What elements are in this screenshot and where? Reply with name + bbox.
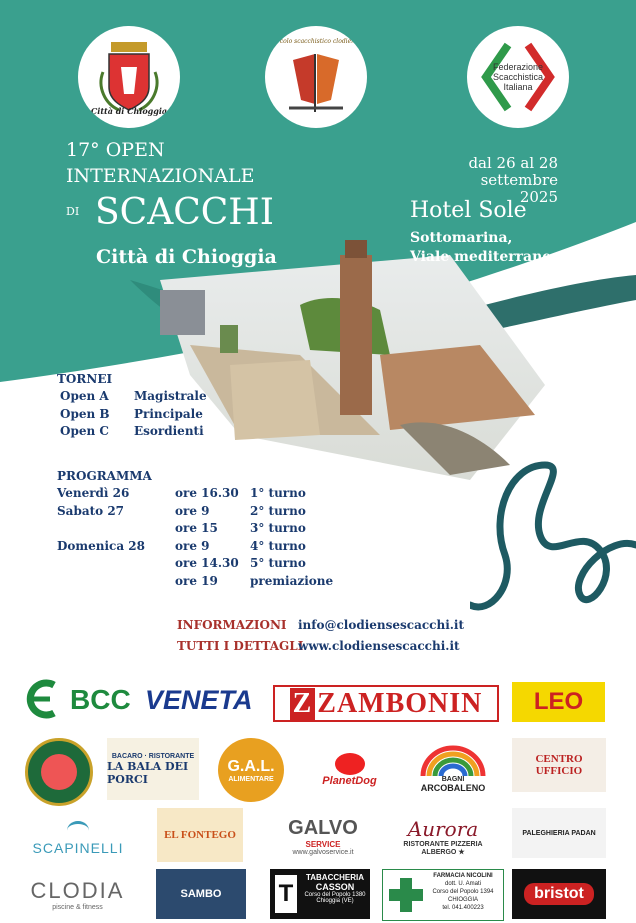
programma-event: 4° turno xyxy=(250,538,306,553)
programma-time: ore 15 xyxy=(175,521,218,535)
programma-time: ore 9 xyxy=(175,503,210,518)
programma-time: ore 19 xyxy=(175,573,218,588)
farmacia-line: tel. 041.400223 xyxy=(442,905,484,911)
city-subtitle: Città di Chioggia xyxy=(96,246,277,268)
planetdog-name: PlanetDog xyxy=(322,775,377,787)
leo-name: LEO xyxy=(533,688,584,715)
programma-heading: PROGRAMMA xyxy=(57,469,152,483)
city-crest-badge xyxy=(78,26,180,128)
bala-porci-logo xyxy=(107,738,199,800)
scacchi-title: SCACCHI xyxy=(95,192,274,233)
programma-time: ore 9 xyxy=(175,538,210,553)
clodia-line: piscine & fitness xyxy=(52,903,103,911)
tabaccheria-line: Chioggia (VE) xyxy=(316,898,354,904)
address-line: Viale mediterraneo, 9 xyxy=(410,249,581,265)
federation-badge xyxy=(467,26,569,128)
federation-line: Scacchistica xyxy=(492,72,544,82)
centro-line: CENTRO xyxy=(535,753,583,765)
website-link[interactable]: www.clodiensescacchi.it xyxy=(298,639,460,653)
tornei-level: Esordienti xyxy=(134,424,204,438)
club-emblem-icon xyxy=(271,32,361,122)
programma-row xyxy=(57,503,333,521)
rainbow-icon xyxy=(418,744,488,776)
galvo-name: GALVO xyxy=(288,816,358,839)
programma-row xyxy=(57,485,333,503)
decorative-squiggle xyxy=(470,455,636,625)
sambo-logo xyxy=(156,869,246,919)
clodia-name: CLODIA xyxy=(30,877,125,903)
programma-event: 2° turno xyxy=(250,503,306,518)
programma-row xyxy=(57,555,333,573)
edition-title: 17° OPEN xyxy=(66,139,165,161)
zambonin-name: ZAMBONIN xyxy=(317,687,483,719)
details-label: TUTTI I DETTAGLI xyxy=(177,639,304,653)
bcc-logo-icon xyxy=(22,675,62,723)
chess-club-seal-icon xyxy=(25,738,93,806)
aurora-name: Aurora xyxy=(407,816,479,841)
tornei-row xyxy=(60,423,207,441)
sambo-name: SAMBO xyxy=(180,888,222,900)
zambonin-logo xyxy=(273,685,499,722)
tornei-row xyxy=(60,388,207,406)
galvo-line: SERVICE xyxy=(305,839,341,849)
veneta-name: VENETA xyxy=(145,685,253,715)
federation-line: Federazione xyxy=(492,62,544,72)
venue-name: Hotel Sole xyxy=(410,198,527,223)
address-line: Sottomarina, xyxy=(410,230,513,246)
tabaccheria-line: CASSON xyxy=(315,882,355,892)
tornei-row xyxy=(60,406,207,424)
programma-row xyxy=(57,538,333,556)
bristot-logo xyxy=(512,869,606,919)
federation-name xyxy=(467,62,569,92)
zambonin-z-icon: Z xyxy=(290,688,316,720)
arcobaleno-line: BAGNI xyxy=(441,775,465,783)
aurora-logo xyxy=(397,810,489,862)
farmacia-line: dott. U. Amati xyxy=(444,881,481,887)
bcc-name: BCC xyxy=(70,685,131,715)
galvo-url: www.galvoservice.it xyxy=(292,848,354,856)
club-badge xyxy=(265,26,367,128)
fontego-name: EL FONTEGO xyxy=(164,829,236,841)
programma-list xyxy=(57,485,333,590)
programma-time: ore 14.30 xyxy=(175,556,239,570)
clodia-logo xyxy=(20,870,135,918)
programma-event: premiazione xyxy=(250,573,334,588)
dates-line: settembre 2025 xyxy=(480,171,558,206)
pharmacy-cross-icon xyxy=(389,878,423,912)
bala-line: LA BALA DEI PORCI xyxy=(107,759,189,786)
tornei-level: Principale xyxy=(134,406,203,421)
chioggia-photo xyxy=(150,235,545,480)
venue-address xyxy=(410,229,580,267)
gal-logo xyxy=(218,738,284,802)
arcobaleno-line: ARCOBALENO xyxy=(420,782,486,793)
gal-line: G.A.L. xyxy=(227,757,275,775)
city-crest-caption: Città di Chioggia xyxy=(90,106,168,116)
scapinelli-name: SCAPINELLI xyxy=(32,839,124,856)
aurora-line: RISTORANTE PIZZERIA xyxy=(403,840,483,848)
tabaccheria-line: TABACCHERIA xyxy=(305,873,365,882)
farmacia-logo xyxy=(382,869,504,921)
scapinelli-logo xyxy=(22,815,134,861)
tabaccheria-line: Corso del Popolo 1380 xyxy=(304,892,366,898)
centro-ufficio-logo xyxy=(512,738,606,792)
planetdog-logo xyxy=(302,740,397,800)
club-badge-caption: Circolo scacchistico clodiense xyxy=(270,38,362,45)
international-title: INTERNAZIONALE xyxy=(66,165,255,187)
tornei-name: Open C xyxy=(60,424,109,438)
programma-day: Venerdì 26 xyxy=(57,486,130,500)
programma-day: Sabato 27 xyxy=(57,503,125,518)
federation-line: Italiana xyxy=(503,82,533,92)
tornei-name: Open A xyxy=(60,389,109,403)
tornei-name: Open B xyxy=(60,406,110,421)
apple-icon xyxy=(335,753,365,775)
programma-event: 5° turno xyxy=(250,556,306,570)
padan-logo xyxy=(512,808,606,858)
dates-line: dal 26 al 28 xyxy=(468,154,558,172)
fontego-logo xyxy=(157,808,243,862)
leo-logo xyxy=(512,682,605,722)
farmacia-line: FARMACIA NICOLINI xyxy=(433,873,493,879)
programma-row xyxy=(57,573,333,591)
tornei-level: Magistrale xyxy=(134,389,207,403)
programma-row xyxy=(57,520,333,538)
programma-day: Domenica 28 xyxy=(57,538,145,553)
scapinelli-icon xyxy=(67,821,89,840)
galvo-logo xyxy=(277,810,369,862)
tornei-list xyxy=(60,388,207,441)
programma-time: ore 16.30 xyxy=(175,486,239,500)
tabaccheria-logo xyxy=(270,869,370,919)
info-label: INFORMAZIONI xyxy=(177,618,287,632)
centro-line: UFFICIO xyxy=(535,765,583,777)
info-email-link[interactable]: info@clodiensescacchi.it xyxy=(298,618,465,632)
farmacia-line: CHIOGGIA xyxy=(447,897,478,903)
gal-line: ALIMENTARE xyxy=(228,775,274,783)
bristot-name: bristot xyxy=(524,883,594,905)
programma-event: 3° turno xyxy=(250,521,306,535)
aurora-line: ALBERGO ★ xyxy=(421,848,465,856)
tabacchi-t-icon: T xyxy=(275,875,297,913)
farmacia-line: Corso del Popolo 1394 xyxy=(432,889,494,895)
programma-event: 1° turno xyxy=(250,486,306,500)
arcobaleno-logo xyxy=(413,736,493,800)
tornei-heading: TORNEI xyxy=(57,372,113,386)
di-label: DI xyxy=(66,205,80,218)
padan-name: PALEGHIERIA PADAN xyxy=(522,829,596,837)
bala-line: BACARO · RISTORANTE xyxy=(111,752,195,760)
